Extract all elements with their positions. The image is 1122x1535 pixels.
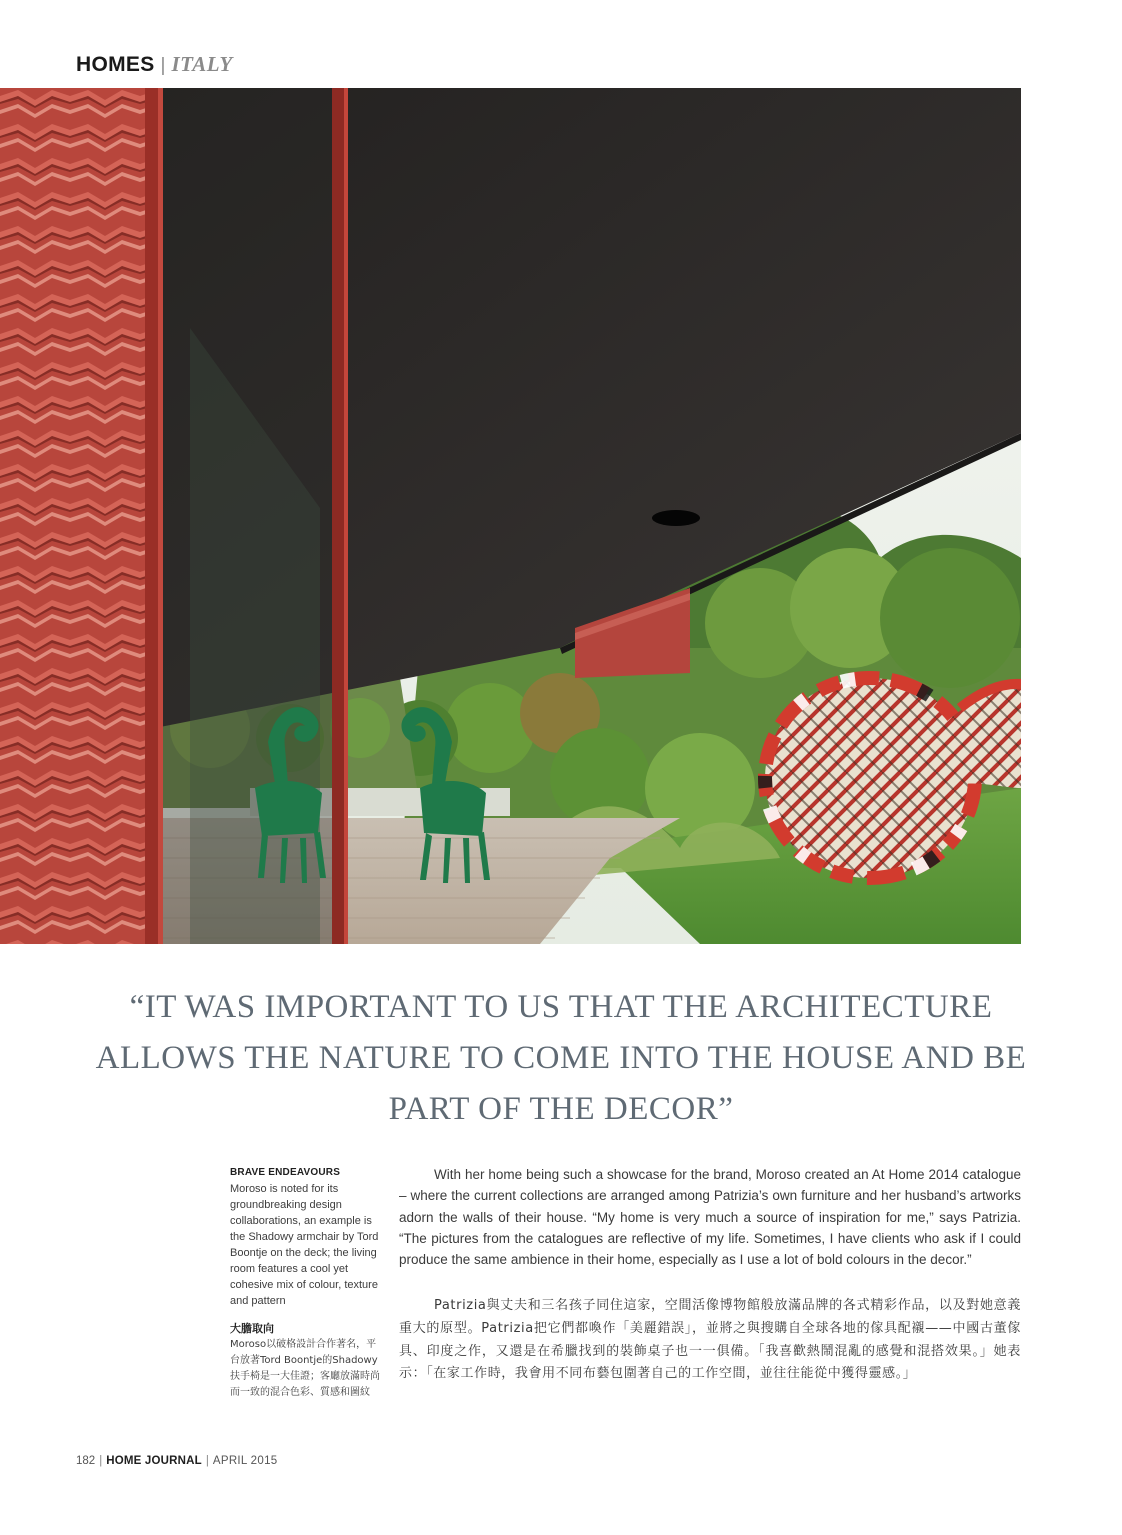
caption-title-en: BRAVE ENDEAVOURS: [230, 1167, 341, 1178]
footer-separator-2: |: [205, 1455, 209, 1467]
footer-separator: |: [99, 1455, 103, 1467]
section-separator: |: [160, 55, 166, 76]
pull-quote: “IT WAS IMPORTANT TO US THAT THE ARCHITECTURE ALLOWS THE NATURE TO COME INTO THE HOUSE AND BE PART OF THE DECOR”: [95, 989, 1027, 1127]
magazine-name: HOME JOURNAL: [106, 1455, 202, 1467]
article-paragraph-zh: Patrizia與丈夫和三名孩子同住這家，空間活像博物館般放滿品牌的各式精彩作品，以及對她意義重大的原型。Patrizia把它們都喚作「美麗錯誤」，並將之與搜購自全球各地的傢具配襯——中國古董傢具、印度之作，又還是在希臘找到的裝飾桌子也一一俱備。「我喜歡熱鬧混亂的感覺和混搭效果。」她表示：「在家工作時，我會用不同布藝包圍著自己的工作空間，並往往能從中獲得靈感。」: [399, 1298, 1021, 1382]
section-header: [76, 52, 233, 82]
page-number: 182: [76, 1455, 96, 1467]
section-subsection: ITALY: [171, 52, 233, 76]
issue-date: APRIL 2015: [212, 1455, 278, 1467]
caption-body-zh: Moroso以破格設計合作著名，平台放著Tord Boontje的Shadowy扶手椅是一大佳證；客廳放滿時尚而一致的混合色彩、質感和圖紋: [230, 1339, 380, 1398]
article-paragraph-en: With her home being such a showcase for the brand, Moroso created an At Home 2014 catalogue – where the current collections are arranged among Patrizia’s own furniture and her husband’s artworks adorn the walls of their house. “My home is very much a source of inspiration for me,” says Patrizia. “The pictures from the catalogues are reflective of my life. Sometimes, I have clients who ask if I could produce the same ambience in their home, especially as I use a lot of bold colours in the decor.”: [399, 1167, 1021, 1268]
article-body: [399, 1164, 1021, 1386]
caption-title-zh: 大膽取向: [230, 1322, 274, 1335]
hero-photo: [0, 88, 1021, 944]
photo-caption-sidebar: [230, 1166, 382, 1401]
page-footer: [76, 1455, 277, 1467]
section-kicker: HOMES: [76, 53, 155, 76]
caption-body-en: Moroso is noted for its groundbreaking design collaborations, an example is the Shadowy armchair by Tord Boontje on the deck; the living room features a cool yet cohesive mix of colour, texture and pattern: [230, 1183, 379, 1307]
